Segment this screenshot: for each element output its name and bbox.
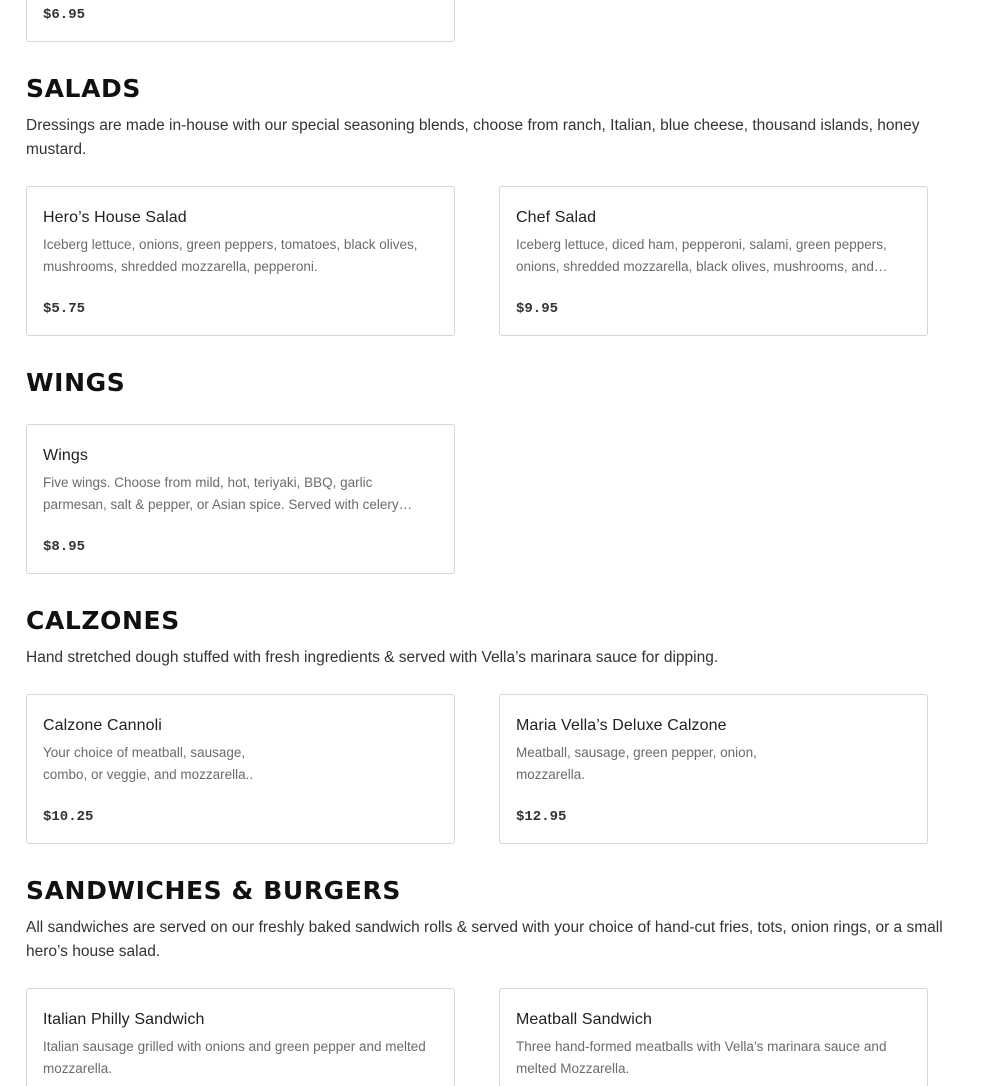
item-name: Hero’s House Salad	[43, 209, 187, 226]
menu-item-card[interactable]	[499, 988, 928, 1086]
item-description: Meatball, sausage, green pepper, onion, mozzarella.	[516, 745, 757, 782]
item-description: Three hand-formed meatballs with Vella’s marinara sauce and melted Mozzarella.	[516, 1039, 887, 1076]
section-description-salads: Dressings are made in-house with our special seasoning blends, choose from ranch, Italian, blue cheese, thousand islands, honey mustard.	[26, 117, 920, 158]
item-name: Calzone Cannoli	[43, 717, 162, 734]
menu-item-card[interactable]	[499, 694, 928, 844]
menu-item-card[interactable]	[26, 694, 455, 844]
item-description: Your choice of meatball, sausage, combo, or veggie, and mozzarella..	[43, 745, 254, 782]
item-price: $5.75	[43, 301, 86, 317]
menu-item-card[interactable]	[26, 988, 455, 1086]
item-name: Meatball Sandwich	[516, 1011, 652, 1028]
item-name: Chef Salad	[516, 209, 597, 226]
item-price: $8.95	[43, 539, 86, 555]
section-title-calzones: CALZONES	[26, 606, 180, 635]
section-description-sandwiches: All sandwiches are served on our freshly baked sandwich rolls & served with your choice of hand-cut fries, tots, onion rings, or a small hero’s house salad.	[26, 919, 943, 960]
menu-item-card[interactable]	[26, 424, 455, 574]
menu-item-card[interactable]	[26, 0, 455, 42]
item-description: Five wings. Choose from mild, hot, teriyaki, BBQ, garlic parmesan, salt & pepper, or Asian spice. Served with celery…	[43, 475, 413, 512]
item-description: Iceberg lettuce, diced ham, pepperoni, salami, green peppers, onions, shredded mozzarella, black olives, mushrooms, and…	[516, 237, 888, 274]
item-name: Wings	[43, 447, 88, 464]
menu-item-card[interactable]	[26, 186, 455, 336]
item-price: $12.95	[516, 809, 567, 825]
section-description-calzones: Hand stretched dough stuffed with fresh ingredients & served with Vella’s marinara sauce for dipping.	[26, 649, 719, 666]
section-title-wings: WINGS	[26, 368, 126, 397]
menu-item-card[interactable]	[499, 186, 928, 336]
item-name: Italian Philly Sandwich	[43, 1011, 205, 1028]
item-description: Iceberg lettuce, onions, green peppers, tomatoes, black olives, mushrooms, shredded mozzarella, pepperoni.	[43, 237, 418, 274]
item-price: $10.25	[43, 809, 94, 825]
item-price: $6.95	[43, 7, 86, 23]
item-description: Italian sausage grilled with onions and green pepper and melted mozzarella.	[43, 1039, 426, 1076]
section-title-salads: SALADS	[26, 74, 141, 103]
section-title-sandwiches: SANDWICHES & BURGERS	[26, 876, 401, 905]
item-price: $9.95	[516, 301, 559, 317]
item-name: Maria Vella’s Deluxe Calzone	[516, 717, 727, 734]
